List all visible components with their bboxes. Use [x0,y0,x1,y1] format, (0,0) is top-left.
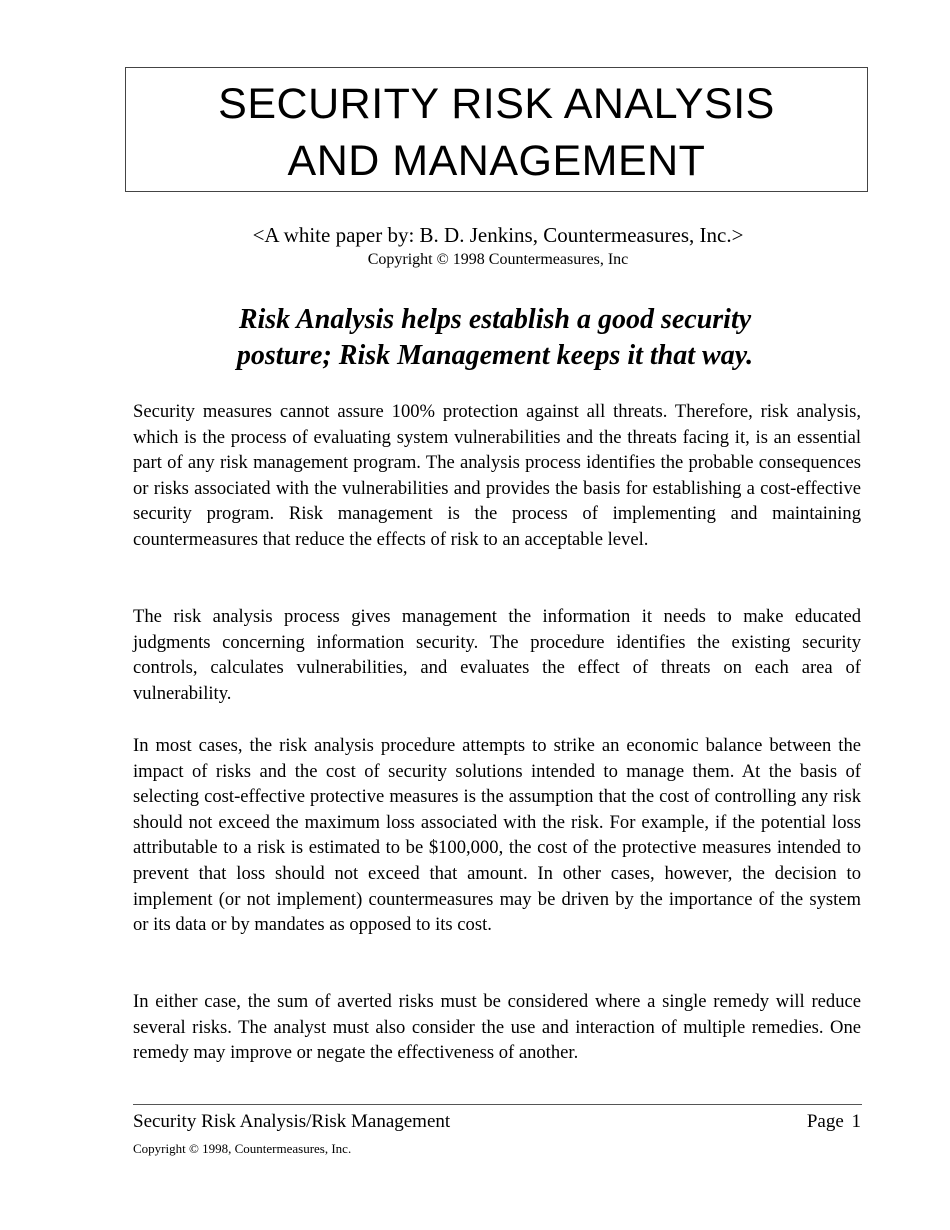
body-paragraph-4: In either case, the sum of averted risks must be considered where a single remedy will reduce several risks. The analyst must also consider the use and interaction of multiple remedies. One remedy may improve or negate the effectiveness of another. [133,991,861,1064]
body-paragraph-3: In most cases, the risk analysis procedure attempts to strike an economic balance between the impact of risks and the cost of security solutions intended to manage them. At the basis of selecting cost-effective protective measures is the assumption that the cost of controlling any risk should not exceed the maximum loss associated with the risk. For example, if the potential loss attributable to a risk is estimated to be $100,000, the cost of the protective measures intended to prevent that loss should not exceed that amount. In other cases, however, the decision to implement (or not implement) countermeasures may be driven by the importance of the system or its data or by mandates as opposed to its cost. [133,735,861,936]
footer-copyright: Copyright © 1998, Countermeasures, Inc. [133,1141,352,1156]
document-title-line-2: AND MANAGEMENT [287,137,706,185]
tagline [0,302,950,374]
author-byline: <A white paper by: B. D. Jenkins, Countermeasures, Inc.> [252,223,744,247]
footer-divider [133,1104,862,1105]
tagline-line-1: Risk Analysis helps establish a good security [238,304,752,335]
footer-page-number: Page 1 [806,1111,861,1132]
body-paragraph-1: Security measures cannot assure 100% protection against all threats. Therefore, risk analysis, which is the process of evaluating system vulnerabilities and the threats facing it, is an essential part of any risk management program. The analysis process identifies the probable consequences or risks associated with the vulnerabilities and provides the basis for establishing a cost-effective security program. Risk management is the process of implementing and maintaining countermeasures that reduce the effects of risk to an acceptable level. [133,401,861,550]
document-title-line-1: SECURITY RISK ANALYSIS [218,80,775,128]
tagline-line-2: posture; Risk Management keeps it that way. [236,340,754,371]
document-title-box [125,67,868,192]
body-paragraph-2: The risk analysis process gives management the information it needs to make educated judgments concerning information security. The procedure identifies the existing security controls, calculates vulnerabilities, and evaluates the effect of threats on each area of vulnerability. [133,606,861,704]
footer-running-title: Security Risk Analysis/Risk Management [133,1111,451,1132]
copyright-notice-header: Copyright © 1998 Countermeasures, Inc [367,251,629,268]
